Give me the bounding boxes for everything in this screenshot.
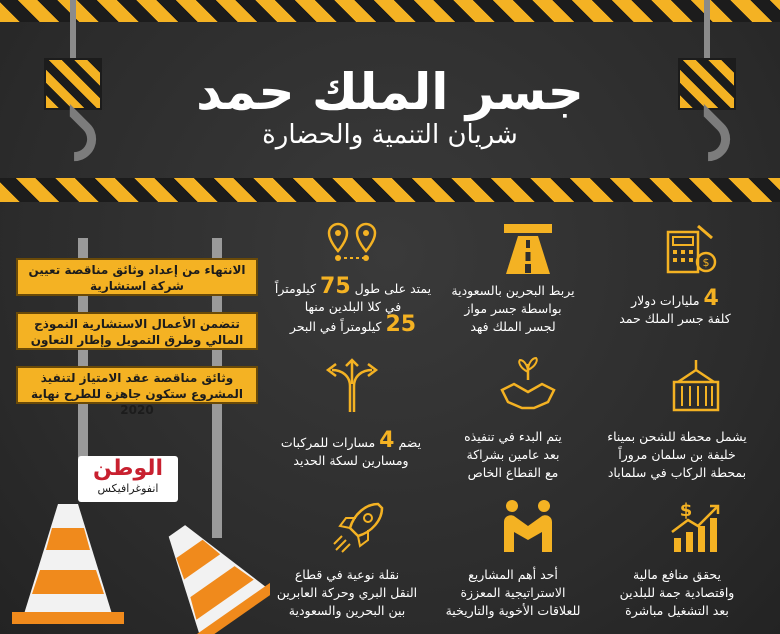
strategic-line1: أحد أهم المشاريع [468,567,558,582]
logo-name: الوطن [92,456,164,481]
length-number: 75 [320,274,351,299]
crane-hook-left-icon [39,104,105,170]
page-subtitle: شريان التنمية والحضارة [262,120,518,150]
route-pins-icon [322,218,382,278]
svg-text:$: $ [702,256,710,269]
page-title: جسر الملك حمد [196,63,584,121]
benefits-line3: بعد التشغيل مباشرة [625,603,729,618]
road-icon [498,218,558,278]
crane-block-right [678,58,736,110]
item-transport [258,566,436,620]
traffic-cone-standing-icon [8,494,128,634]
strategic-line3: للعلاقات الأخوية والتاريخية [445,603,581,618]
growth-chart-icon [666,496,726,556]
item-start [424,428,602,482]
port-line3: بمحطة الركاب في سلماباد [607,465,747,480]
crane-hook-right-icon [673,104,739,170]
transport-line3: بين البحرين والسعودية [288,603,406,618]
length-prefix: يمتد على طول [354,281,432,296]
rocket-icon [330,496,390,556]
sign-3: وثائق مناقصة عقد الامتياز لتنفيذ المشروع ستكون جاهزة للطرح نهاية 2020 [16,366,258,404]
lanes-suffix: مسارات للمركبات [280,435,376,450]
hazard-stripes-middle [0,178,780,202]
port-line1: يشمل محطة للشحن بميناء [607,429,747,444]
crane-rope-left [70,0,76,60]
lanes-prefix: يضم [398,435,422,450]
link-line2: بواسطة جسر مواز [464,301,562,316]
lanes-line2: ومسارين لسكة الحديد [293,453,409,468]
item-lanes [262,428,440,470]
link-line3: لجسر الملك فهد [470,319,556,334]
hazard-stripes-top [0,0,780,22]
strategic-line2: الاستراتيجية المعززة [460,585,566,600]
item-length [258,274,448,337]
item-port [588,428,766,482]
sign-2: تتضمن الأعمال الاستشارية النموذج المالي وطرق التمويل وإطار التعاون [16,312,258,350]
crane-rope-right [704,0,710,60]
shipping-container-icon [666,356,726,416]
directions-arrows-icon [322,356,382,416]
start-line1: يتم البدء في تنفيذه [464,429,562,444]
calculator-money-icon [660,218,720,278]
logo-sub: انفوغرافيكس [97,482,159,495]
crane-block-left [44,58,102,110]
sign-1: الانتهاء من إعداد وثائق مناقصة تعيين شركة استشارية [16,258,258,296]
partners-handshake-icon [498,496,558,556]
length-number2: 25 [385,312,417,337]
cost-line1: مليارات دولار [631,293,700,308]
cost-line2: كلفة جسر الملك حمد [619,311,731,326]
svg-text:$: $ [679,500,693,521]
transport-line2: النقل البري وحركة العابرين [276,585,418,600]
item-link [424,282,602,336]
length-suffix: كيلومتراً [274,281,317,296]
link-line1: يربط البحرين بالسعودية [451,283,575,298]
lanes-number: 4 [379,428,395,453]
benefits-line1: يحقق منافع مالية [633,567,721,582]
start-line3: مع القطاع الخاص [467,465,559,480]
item-cost [586,286,764,328]
port-line2: خليفة بن سلمان مروراً [618,447,736,462]
item-strategic [424,566,602,620]
handshake-plant-icon [498,356,558,416]
start-line2: بعد عامين بشراكة [466,447,560,462]
traffic-cone-fallen-icon [140,508,270,634]
cost-number: 4 [703,286,719,311]
transport-line1: نقلة نوعية في قطاع [294,567,400,582]
benefits-line2: واقتصادية جمة للبلدين [619,585,735,600]
length-line3: كيلومتراً في البحر [289,319,382,334]
length-line2: في كلا البلدين منها [304,299,402,314]
item-benefits [588,566,766,620]
